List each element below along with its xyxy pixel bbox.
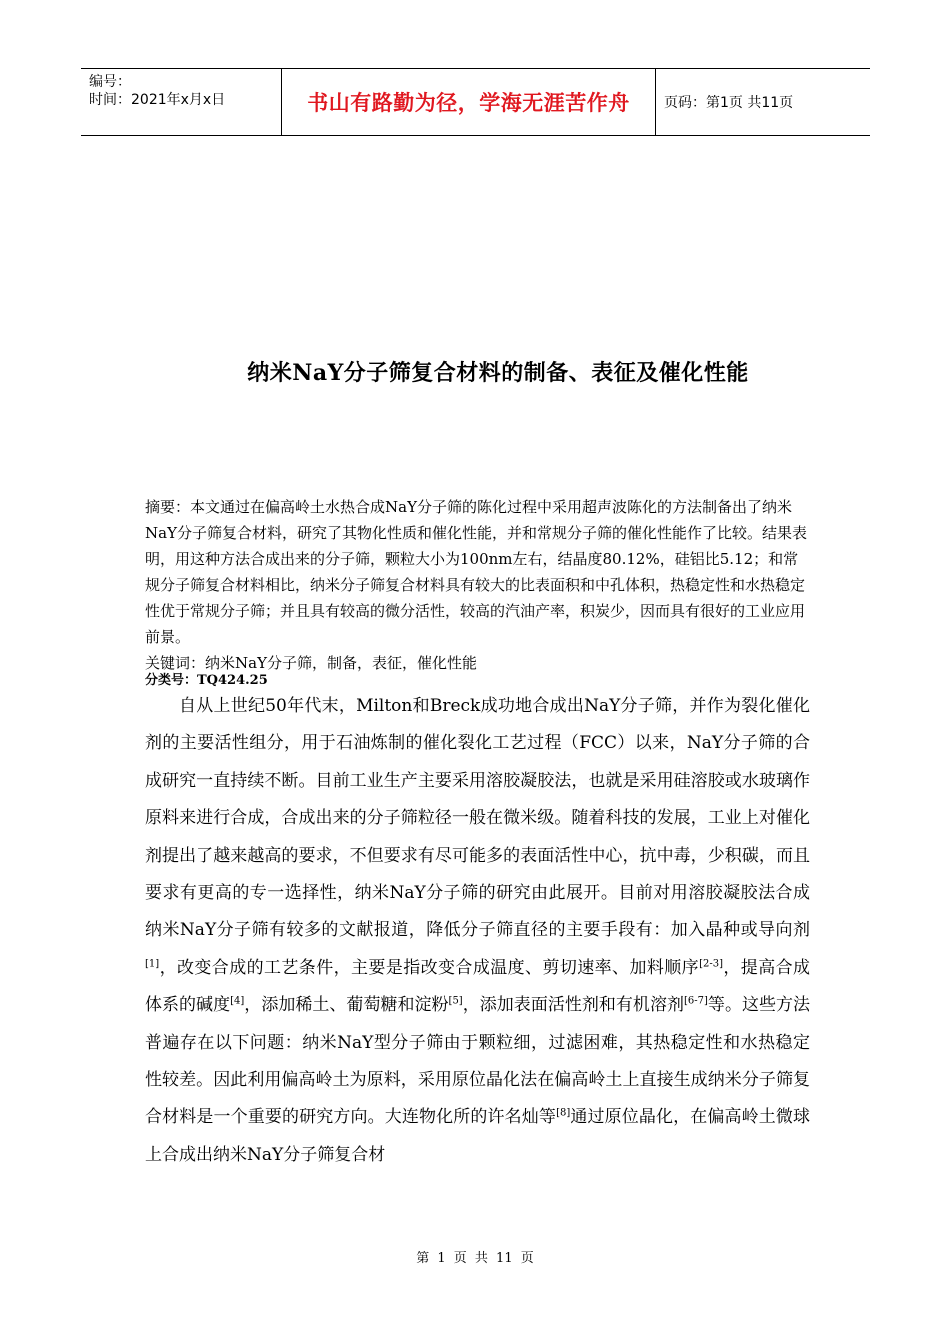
motto: 书山有路勤为径，学海无涯苦作舟 bbox=[307, 91, 630, 115]
citation-ref: [6-7] bbox=[684, 995, 708, 1007]
page-header bbox=[81, 68, 870, 136]
body-segment: ，添加表面活性剂和有机溶剂 bbox=[462, 995, 684, 1016]
citation-ref: [2-3] bbox=[699, 958, 723, 970]
citation-ref: [1] bbox=[145, 958, 160, 970]
header-motto-cell bbox=[281, 69, 656, 135]
keywords: 关键词：纳米NaY分子筛，制备，表征，催化性能 bbox=[145, 654, 477, 672]
abstract-block bbox=[145, 494, 810, 676]
header-meta bbox=[81, 69, 281, 135]
body-segment: ，提高合成体系的碱度 bbox=[145, 957, 811, 1016]
body-segment: 通过原位晶化，在偏高岭土微球上合成出纳米NaY分子筛复合材 bbox=[145, 1107, 811, 1165]
document-title: 纳米NaY分子筛复合材料的制备、表征及催化性能 bbox=[247, 360, 749, 386]
header-page-cell bbox=[656, 69, 870, 135]
classification-number: 分类号：TQ424.25 bbox=[145, 673, 268, 688]
body-segment: ，添加稀土、葡萄糖和淀粉 bbox=[244, 995, 449, 1016]
body-paragraph bbox=[145, 688, 810, 1174]
citation-ref: [4] bbox=[230, 995, 245, 1007]
page-footer: 第 1 页 共 11 页 bbox=[416, 1251, 534, 1266]
abstract-text: 摘要：本文通过在偏高岭土水热合成NaY分子筛的陈化过程中采用超声波陈化的方法制备出了纳米NaY分子筛复合材料，研究了其物化性质和催化性能，并和常规分子筛的催化性能作了比较。结果表明，用这种方法合成出来的分子筛，颗粒大小为100nm左右，结晶度80.12%，硅铝比5.12；和常规分子筛复合材料相比，纳米分子筛复合材料具有较大的比表面积和中孔体积，热稳定性和水热稳定性优于常规分子筛；并且具有较高的微分活性，较高的汽油产率，积炭少，因而具有很好的工业应用前景。 bbox=[145, 498, 807, 646]
date-label: 时间：2021年x月x日 bbox=[89, 92, 226, 108]
number-label: 编号： bbox=[89, 74, 131, 90]
body-text bbox=[145, 688, 810, 1174]
body-segment: ，改变合成的工艺条件，主要是指改变合成温度、剪切速率、加料顺序 bbox=[159, 957, 700, 978]
citation-ref: [8] bbox=[556, 1107, 571, 1119]
body-segment: 等。这些方法普遍存在以下问题：纳米NaY型分子筛由于颗粒细，过滤困难，其热稳定性和水热稳定性较差。因此利用偏高岭土为原料，采用原位晶化法在偏高岭土上直接生成纳米分子筛复合材料是一个重要的研究方向。大连物化所的许名灿等 bbox=[145, 995, 811, 1128]
citation-ref: [5] bbox=[448, 995, 463, 1007]
page-label: 页码：第1页 共11页 bbox=[664, 95, 794, 111]
body-segment: 自从上世纪50年代末，Milton和Breck成功地合成出NaY分子筛，并作为裂化催化剂的主要活性组分，用于石油炼制的催化裂化工艺过程（FCC）以来，NaY分子筛的合成研究一直持续不断。目前工业生产主要采用溶胶凝胶法，也就是采用硅溶胶或水玻璃作原料来进行合成，合成出来的分子筛粒径一般在微米级。随着科技的发展，工业上对催化剂提出了越来越高的要求，不但要求有尽可能多的表面活性中心，抗中毒，少积碳，而且要求有更高的专一选择性，纳米NaY分子筛的研究由此展开。目前对用溶胶凝胶法合成纳米NaY分子筛有较多的文献报道，降低分子筛直径的主要手段有：加入晶种或导向剂 bbox=[145, 696, 810, 941]
